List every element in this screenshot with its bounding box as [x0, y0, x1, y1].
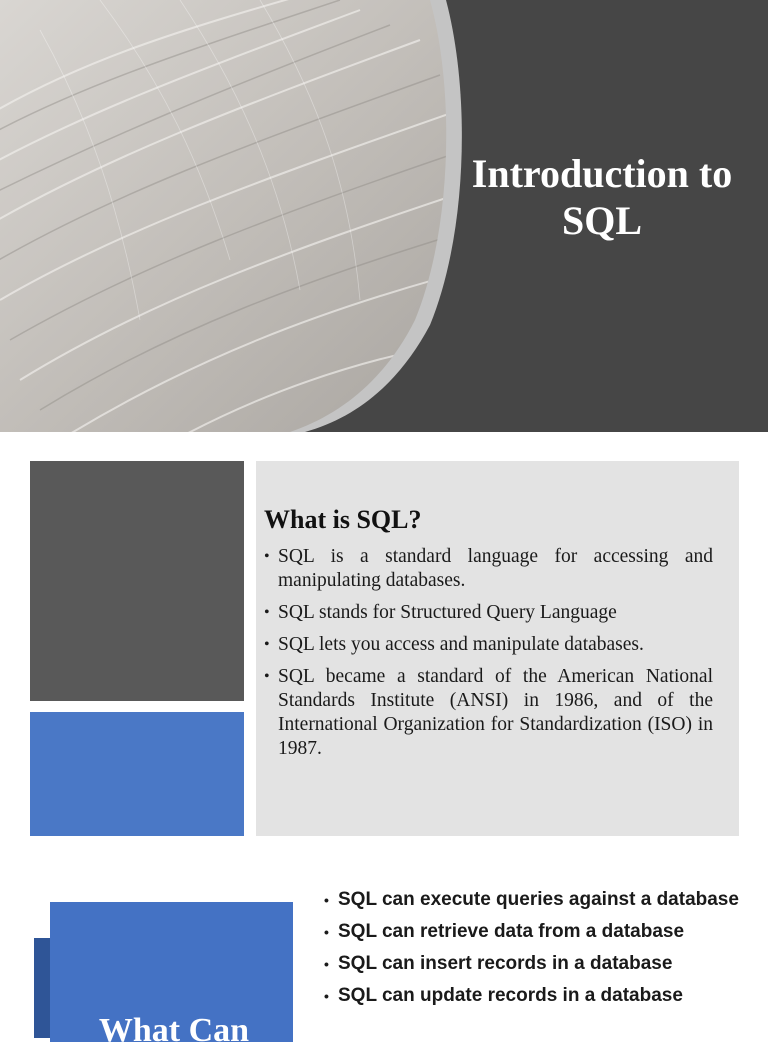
- bullet-icon: •: [264, 604, 270, 621]
- list-item: [324, 984, 742, 1008]
- list-item: [324, 920, 742, 944]
- list-item: [264, 633, 713, 657]
- section-heading: What is SQL?: [264, 505, 422, 534]
- title-box: [50, 902, 293, 1049]
- bullet-icon: •: [264, 636, 270, 653]
- title-slide: [0, 0, 768, 432]
- bullet-list: [264, 545, 713, 769]
- bullet-icon: •: [324, 956, 329, 972]
- bullet-icon: •: [324, 924, 329, 940]
- list-item-text: SQL became a standard of the American National Standards Institute (ANSI) in 1986, and of the International Organization for Standardization (ISO) in 1987.: [278, 666, 713, 759]
- list-item: [324, 888, 742, 912]
- list-item: [264, 665, 713, 761]
- slide-title-line1: Introduction to: [471, 151, 733, 196]
- list-item-text: SQL can execute queries against a database: [338, 889, 739, 910]
- list-item: [324, 952, 742, 976]
- bullet-icon: •: [264, 668, 270, 685]
- bullet-icon: •: [324, 892, 329, 908]
- list-item-text: SQL can update records in a database: [338, 985, 683, 1006]
- list-item-text: SQL stands for Structured Query Language: [278, 602, 617, 623]
- decorative-dark-block: [30, 461, 244, 701]
- list-item-text: SQL can insert records in a database: [338, 953, 673, 974]
- list-item-text: SQL can retrieve data from a database: [338, 921, 685, 942]
- box-title: What Can: [98, 1012, 250, 1049]
- what-is-sql-slide: [0, 444, 768, 854]
- list-item-text: SQL lets you access and manipulate databases.: [278, 634, 644, 655]
- bullet-icon: •: [264, 548, 270, 565]
- slide-title: [452, 150, 752, 244]
- capabilities-list: [324, 888, 742, 1016]
- list-item: [264, 545, 713, 593]
- what-can-sql-do-slide: [0, 868, 768, 1049]
- list-item: [264, 601, 713, 625]
- bullet-icon: •: [324, 988, 329, 1004]
- slide-title-line2: SQL: [561, 198, 643, 243]
- content-panel: [256, 461, 739, 836]
- decorative-blue-block: [30, 712, 244, 836]
- list-item-text: SQL is a standard language for accessing and manipulating databases.: [278, 546, 713, 591]
